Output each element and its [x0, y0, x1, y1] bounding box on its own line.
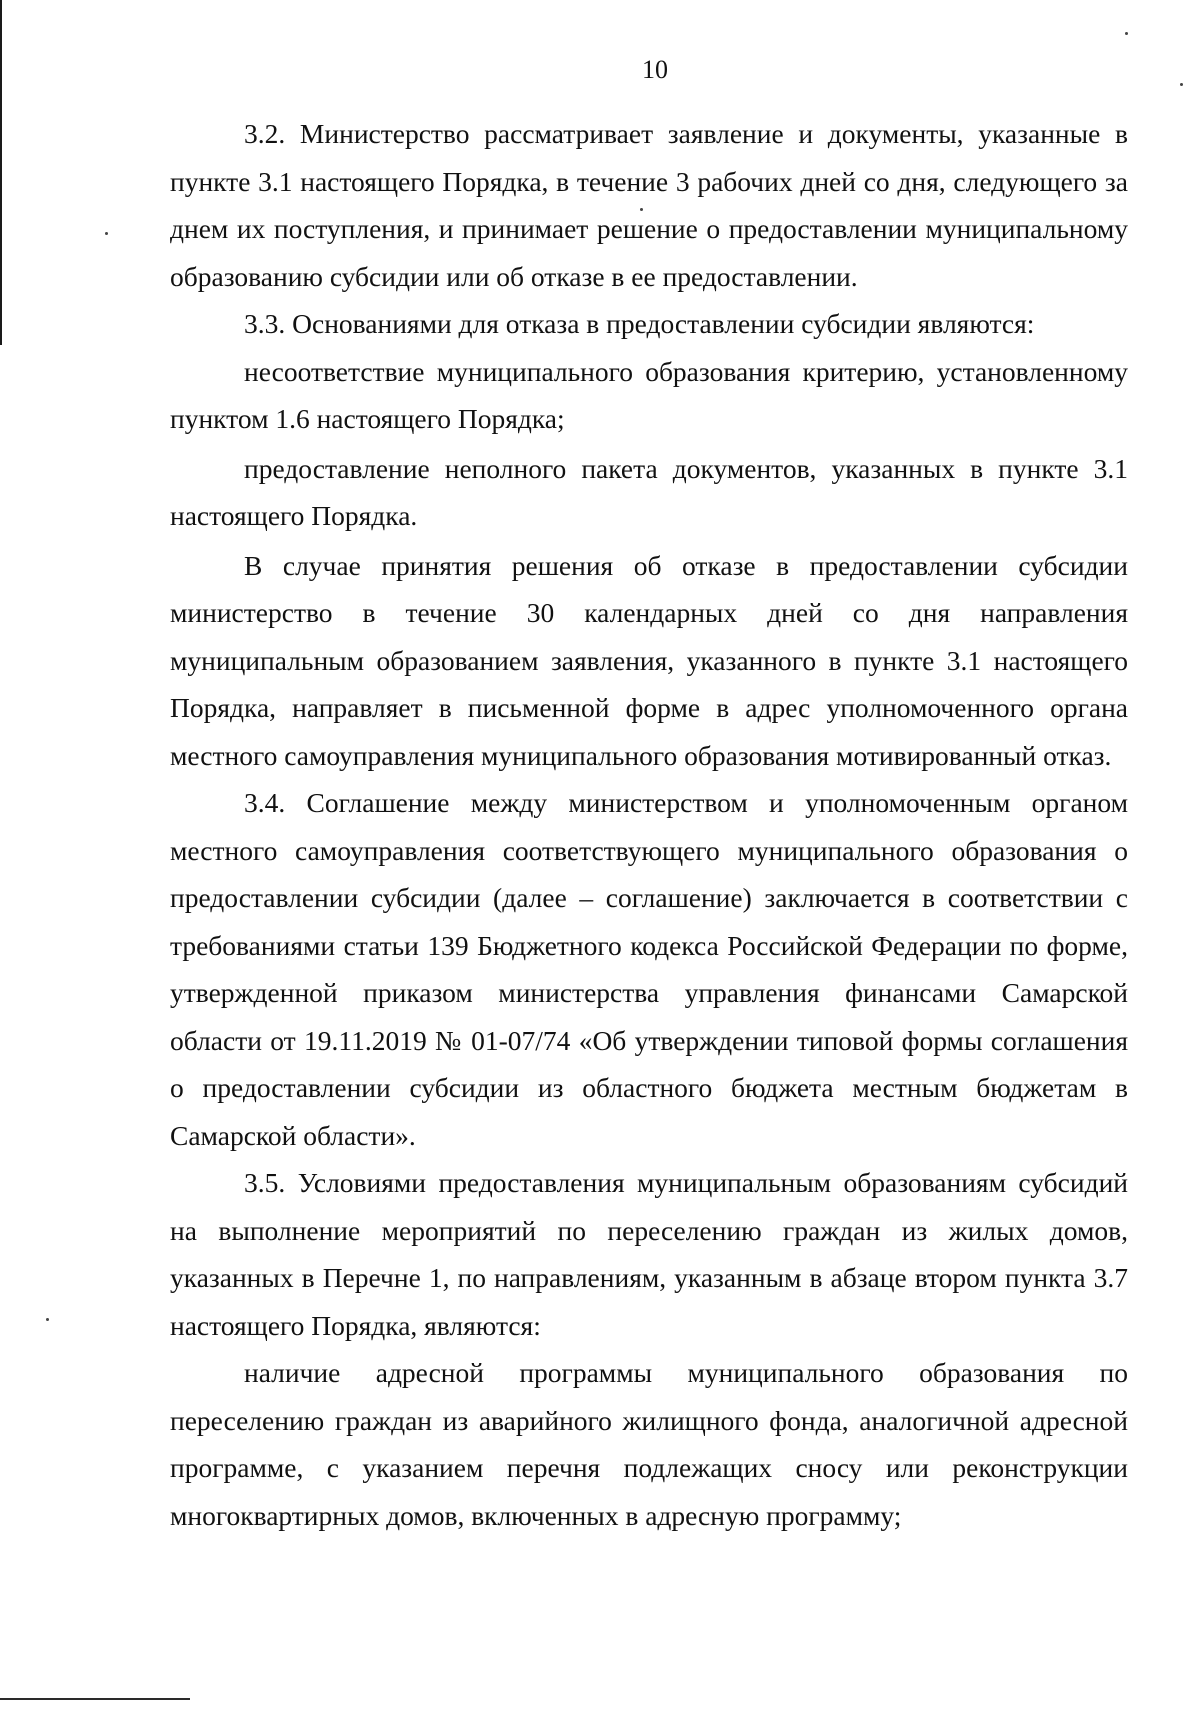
document-body: [170, 110, 1128, 1539]
scan-edge-bottom: [0, 1698, 190, 1700]
scan-speck: [46, 1318, 49, 1321]
paragraph-3-5: 3.5. Условиями предоставления муниципальным образованиям субсидий на выполнение мероприятий по переселению граждан из жилых домов, указанных в Перечне 1, по направлениям, указанным в абзаце втором пункта 3.7 настоящего Порядка, являются:: [170, 1167, 1128, 1341]
scan-speck: [1125, 32, 1128, 35]
paragraph-3-3: 3.3. Основаниями для отказа в предоставлении субсидии являются:: [244, 308, 1035, 339]
paragraph-condition-program: наличие адресной программы муниципального образования по переселению граждан из аварийного жилищного фонда, аналогичной адресной программе, с указанием перечня подлежащих сносу или реконструкции многоквартирных домов, включенных в адресную программу;: [170, 1357, 1128, 1531]
page-number: 10: [642, 55, 668, 84]
paragraph-refusal-ground-2: предоставление неполного пакета документов, указанных в пункте 3.1 настоящего Порядка.: [170, 452, 1128, 531]
paragraph-3-4: 3.4. Соглашение между министерством и уполномоченным органом местного самоуправления соответствующего муниципального образования о предоставлении субсидии (далее – соглашение) заключается в соответствии с требованиями статьи 139 Бюджетного кодекса Российской Федерации по форме, утвержденной приказом министерства управления финансами Самарской области от 19.11.2019 № 01-07/74 «Об утверждении типовой формы соглашения о предоставлении субсидии из областного бюджета местным бюджетам в Самарской области».: [170, 787, 1128, 1151]
scan-speck: [105, 232, 108, 235]
paragraph-3-2: 3.2. Министерство рассматривает заявление и документы, указанные в пункте 3.1 настоящего Порядка, в течение 3 рабочих дней со дня, следующего за днем их поступления, и принимает решение о предоставлении муниципальному образованию субсидии или об отказе в ее предоставлении.: [170, 118, 1128, 292]
scan-edge-left: [0, 0, 2, 345]
paragraph-refusal-ground-1: несоответствие муниципального образования критерию, установленному пунктом 1.6 настоящего Порядка;: [170, 355, 1128, 434]
paragraph-refusal-procedure: В случае принятия решения об отказе в предоставлении субсидии министерство в течение 30 календарных дней со дня направления муниципальным образованием заявления, указанного в пункте 3.1 настоящего Порядка, направляет в письменной форме в адрес уполномоченного органа местного самоуправления муниципального образования мотивированный отказ.: [170, 549, 1128, 771]
